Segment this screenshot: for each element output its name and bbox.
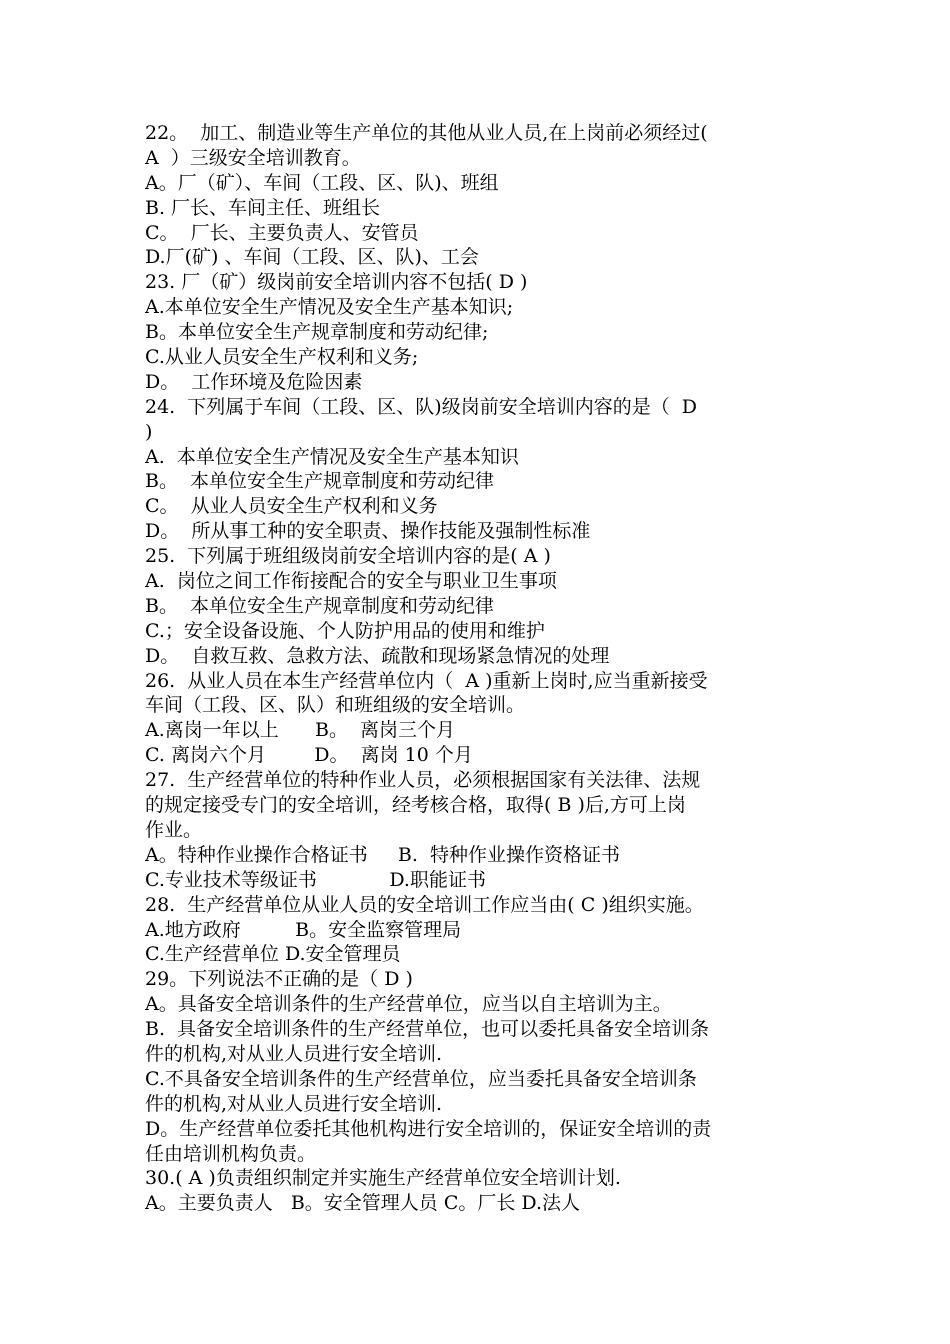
text-line: C。 厂长、主要负责人、安管员 bbox=[145, 221, 419, 244]
text-line: C. 离岗六个月 D。 离岗 10 个月 bbox=[145, 744, 473, 767]
text-line: A。具备安全培训条件的生产经营单位，应当以自主培训为主。 bbox=[145, 993, 672, 1016]
text-line: D。 工作环境及危险因素 bbox=[145, 370, 363, 393]
text-line: 任由培训机构负责。 bbox=[145, 1142, 317, 1165]
text-line: B. 厂长、车间主任、班组长 bbox=[145, 196, 381, 219]
text-line: A. 本单位安全生产情况及安全生产基本知识 bbox=[145, 445, 519, 468]
text-line: C.生产经营单位 D.安全管理员 bbox=[145, 943, 401, 966]
text-line: ) bbox=[145, 420, 153, 443]
text-line: A.本单位安全生产情况及安全生产基本知识; bbox=[145, 296, 514, 319]
text-line: 25. 下列属于班组级岗前安全培训内容的是( A ) bbox=[145, 545, 551, 568]
text-line: D。 自救互救、急救方法、疏散和现场紧急情况的处理 bbox=[145, 644, 610, 667]
text-line: 26. 从业人员在本生产经营单位内（ A )重新上岗时,应当重新接受 bbox=[145, 669, 708, 692]
question-text-block bbox=[145, 121, 815, 1216]
text-line: 作业。 bbox=[145, 818, 203, 841]
text-line: D。 所从事工种的安全职责、操作技能及强制性标准 bbox=[145, 520, 591, 543]
text-line: B。 本单位安全生产规章制度和劳动纪律 bbox=[145, 470, 495, 493]
text-line: A ）三级安全培训教育。 bbox=[145, 146, 361, 169]
text-line: D。生产经营单位委托其他机构进行安全培训的，保证安全培训的责 bbox=[145, 1117, 712, 1140]
text-line: A。特种作业操作合格证书 B. 特种作业操作资格证书 bbox=[145, 843, 621, 866]
text-line: 的规定接受专门的安全培训，经考核合格，取得( B )后,方可上岗 bbox=[145, 794, 686, 817]
text-line: C.从业人员安全生产权利和义务; bbox=[145, 346, 419, 369]
text-line: 件的机构,对从业人员进行安全培训. bbox=[145, 1092, 443, 1115]
text-line: A.地方政府 B。安全监察管理局 bbox=[145, 918, 462, 941]
text-line: 件的机构,对从业人员进行安全培训. bbox=[145, 1042, 443, 1065]
text-line: B. 具备安全培训条件的生产经营单位，也可以委托具备安全培训条 bbox=[145, 1018, 710, 1041]
text-line: B。 本单位安全生产规章制度和劳动纪律 bbox=[145, 594, 495, 617]
text-line: C.不具备安全培训条件的生产经营单位，应当委托具备安全培训条 bbox=[145, 1067, 697, 1090]
text-line: 22。 加工、制造业等生产单位的其他从业人员,在上岗前必须经过( bbox=[145, 122, 708, 144]
text-line: B。本单位安全生产规章制度和劳动纪律; bbox=[145, 321, 489, 344]
text-line: C.；安全设备设施、个人防护用品的使用和维护 bbox=[145, 619, 545, 642]
text-line: A.离岗一年以上 B。 离岗三个月 bbox=[145, 719, 456, 742]
text-line: 28. 生产经营单位从业人员的安全培训工作应当由( C )组织实施。 bbox=[145, 893, 704, 916]
text-line: 24. 下列属于车间（工段、区、队)级岗前安全培训内容的是（ D bbox=[145, 395, 698, 418]
text-line: 23. 厂（矿）级岗前安全培训内容不包括( D ) bbox=[145, 271, 528, 294]
text-line: 29。下列说法不正确的是（ D ) bbox=[145, 968, 413, 991]
text-line: 车间（工段、区、队）和班组级的安全培训。 bbox=[145, 694, 526, 717]
text-line: 30.( A )负责组织制定并实施生产经营单位安全培训计划. bbox=[145, 1167, 621, 1190]
text-line: A。主要负责人 B。安全管理人员 C。厂长 D.法人 bbox=[145, 1192, 581, 1215]
text-line: A。厂（矿）、车间（工段、区、队)、班组 bbox=[145, 171, 499, 194]
text-line: A. 岗位之间工作衔接配合的安全与职业卫生事项 bbox=[145, 570, 557, 593]
text-line: C。 从业人员安全生产权利和义务 bbox=[145, 495, 438, 518]
text-line: 27. 生产经营单位的特种作业人员，必须根据国家有关法律、法规 bbox=[145, 769, 701, 792]
text-line: C.专业技术等级证书 D.职能证书 bbox=[145, 868, 486, 891]
text-line: D.厂(矿) 、车间（工段、区、队)、工会 bbox=[145, 246, 479, 269]
